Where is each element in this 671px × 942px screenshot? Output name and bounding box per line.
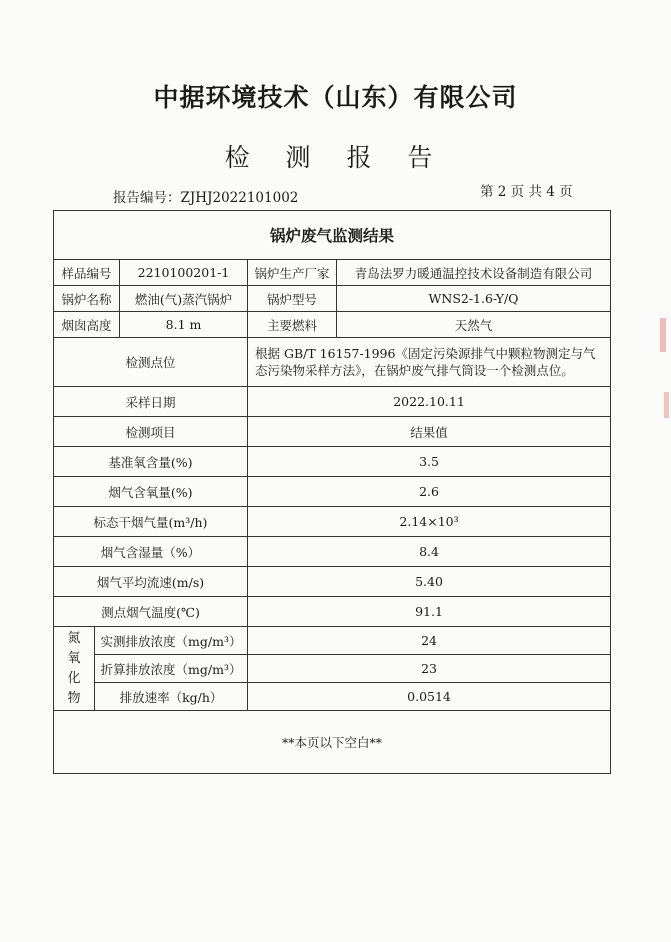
fuel-value: 天然气	[337, 312, 611, 338]
table-row	[54, 683, 611, 711]
row-value: 0.0514	[248, 683, 611, 711]
table-row	[54, 597, 611, 627]
stamp-edge	[660, 318, 666, 352]
blank-note: **本页以下空白**	[54, 711, 611, 774]
document-title: 检 测 报 告	[224, 143, 447, 172]
table-row	[54, 507, 611, 537]
boiler-name-label: 锅炉名称	[54, 286, 120, 312]
row-value: 3.5	[248, 447, 611, 477]
row-value: 5.40	[248, 567, 611, 597]
manufacturer-value: 青岛法罗力暖通温控技术设备制造有限公司	[337, 260, 611, 286]
chimney-height-label: 烟囱高度	[54, 312, 120, 338]
table-row	[54, 537, 611, 567]
boiler-name-value: 燃油(气)蒸汽锅炉	[120, 286, 248, 312]
row-name: 烟气含湿量（%）	[54, 537, 248, 567]
table-row	[54, 567, 611, 597]
row-name: 标态干烟气量(m³/h)	[54, 507, 248, 537]
result-header: 结果值	[248, 417, 611, 447]
report-number	[113, 186, 298, 206]
row-value: 24	[248, 627, 611, 655]
table-row	[54, 477, 611, 507]
table-row	[54, 627, 611, 655]
company-name: 中据环境技术（山东）有限公司	[153, 83, 518, 112]
row-name: 实测排放浓度（mg/m³）	[95, 627, 248, 655]
results-table	[53, 210, 611, 774]
row-name: 烟气平均流速(m/s)	[54, 567, 248, 597]
row-name: 基准氧含量(%)	[54, 447, 248, 477]
monitoring-point-label: 检测点位	[54, 338, 248, 387]
boiler-model-value: WNS2-1.6-Y/Q	[337, 286, 611, 312]
nox-group-label: 氮 氧 化 物	[54, 627, 95, 711]
report-number-label: 报告编号：	[113, 190, 181, 206]
page-info: 第 2 页 共 4 页	[480, 184, 573, 200]
boiler-model-label: 锅炉型号	[248, 286, 337, 312]
item-header: 检测项目	[54, 417, 248, 447]
table-row	[54, 655, 611, 683]
row-value: 91.1	[248, 597, 611, 627]
sampling-date-label: 采样日期	[54, 387, 248, 417]
row-value: 8.4	[248, 537, 611, 567]
stamp-edge	[664, 392, 669, 418]
fuel-label: 主要燃料	[248, 312, 337, 338]
row-value: 2.6	[248, 477, 611, 507]
monitoring-point-desc: 根据 GB/T 16157-1996《固定污染源排气中颗粒物测定与气态污染物采样方法》，在锅炉废气排气筒设一个检测点位。	[248, 338, 611, 387]
table-title: 锅炉废气监测结果	[54, 211, 611, 260]
table-row	[54, 447, 611, 477]
row-name: 排放速率（kg/h）	[95, 683, 248, 711]
row-value: 2.14×10³	[248, 507, 611, 537]
sample-no-value: 2210100201-1	[120, 260, 248, 286]
row-name: 折算排放浓度（mg/m³）	[95, 655, 248, 683]
row-name: 烟气含氧量(%)	[54, 477, 248, 507]
sample-no-label: 样品编号	[54, 260, 120, 286]
manufacturer-label: 锅炉生产厂家	[248, 260, 337, 286]
row-name: 测点烟气温度(℃)	[54, 597, 248, 627]
sampling-date-value: 2022.10.11	[248, 387, 611, 417]
row-value: 23	[248, 655, 611, 683]
report-number-value: ZJHJ2022101002	[180, 190, 299, 206]
chimney-height-value: 8.1 m	[120, 312, 248, 338]
